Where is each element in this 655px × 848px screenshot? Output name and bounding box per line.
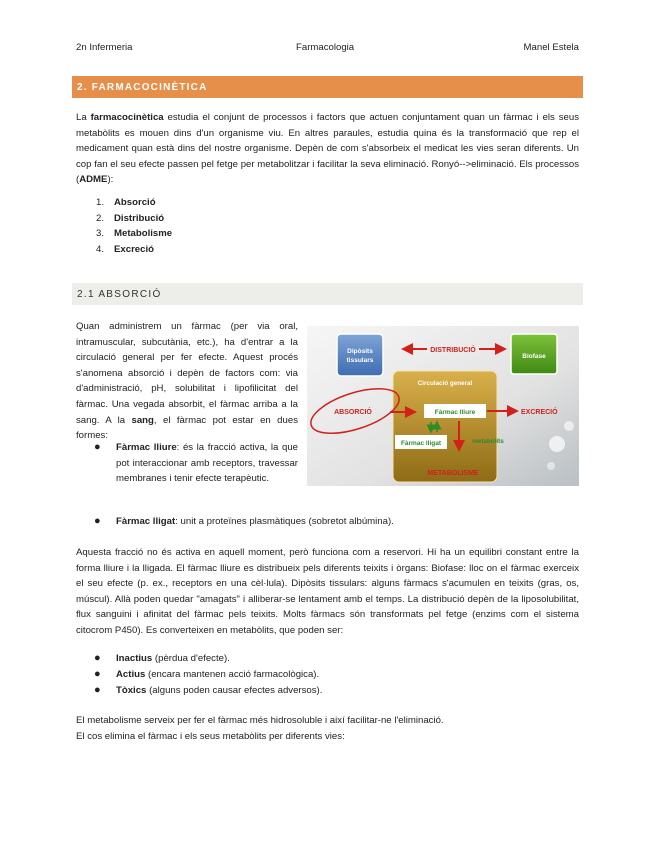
list-item: ● Tòxics (alguns poden causar efectes adversos). xyxy=(76,683,579,699)
adme-list xyxy=(96,195,172,257)
bullet-icon: ● xyxy=(94,684,101,696)
depots-label-2: tissulars xyxy=(346,357,374,364)
page-header xyxy=(76,40,579,54)
excretion-label: EXCRECIÓ xyxy=(521,409,558,416)
list-item: ● Inactius (pèrdua d'efecte). xyxy=(76,651,579,667)
circulation-label: Circulació general xyxy=(417,380,473,387)
distribution-label: DISTRIBUCIÓ xyxy=(430,347,476,354)
free-drug-label: Fàrmac lliure xyxy=(434,409,476,416)
list-item: 3. Metabolisme xyxy=(96,228,173,239)
absorption-paragraph: Quan administrem un fàrmac (per via oral, intramuscular, subcutània, etc.), ha d'entrar a la circulació general per fer efecte. Aquest procés s'anomena absorció i depèn de factors com: via d'administració, pH, solubilitat i lipofilicitat del fàrmac. Una vegada absorbit, el fàrmac arriba a la sang. A la sang, el fàrmac pot estar en dues formes: xyxy=(76,321,298,442)
list-item: 2. Distribució xyxy=(96,212,165,224)
term-blood: sang xyxy=(131,414,154,426)
metabolites-label: metabòlits xyxy=(472,438,504,445)
list-item: 1. Absorció xyxy=(96,197,156,208)
bullet-icon: ● xyxy=(94,652,101,664)
distribution-paragraph: Aquesta fracció no és activa en aquell moment, però funciona com a reservori. Hi ha un equilibri constant entre la forma lliure i la lligada. El fàrmac lliure es distribueix pels diferents teixits i òrgans: Biofase: lloc on el fàrmac exerceix el seu efecte (p. ex., receptors en una cèl·lula). Dipòsits tissulars: alguns fàrmacs s'acumulen en teixits (gras, os, múscul). Allà poden quedar "amagats" i alliberar-se lentament amb el temps. La distribució depèn de la liposolubilitat, flux sanguini i afinitat del fàrmac pels teixits. Molts fàrmacs són transformats pel fetge (enzims com el sistema citocrom P450). Es converteixen en metabòlits, que poden ser: xyxy=(76,547,579,636)
bullet-icon: ● xyxy=(94,441,101,453)
header-subject: Farmacologia xyxy=(296,42,355,53)
term-pharmacokinetics: farmacocinètica xyxy=(90,112,164,123)
section-title: 2. FARMACOCINÈTICA xyxy=(77,82,208,93)
metabolite-types-list xyxy=(76,651,579,699)
depots-box xyxy=(337,334,383,376)
metabolism-sentence: El metabolisme serveix per fer el fàrmac més hidrosoluble i així facilitar-ne l'eliminació. xyxy=(76,715,444,726)
adme-diagram xyxy=(307,326,579,486)
drug-forms-list-cont xyxy=(76,514,579,530)
metabolism-label: METABOLISME xyxy=(427,470,479,477)
section-heading-pharmacokinetics xyxy=(72,76,583,98)
depots-label: Dipòsits xyxy=(347,348,373,355)
list-item: ● Fàrmac lligat: unit a proteïnes plasmàtiques (sobretot albúmina). xyxy=(76,514,579,530)
list-item: ● Actius (encara mantenen acció farmacològica). xyxy=(76,667,579,683)
list-item: 4. Excreció xyxy=(96,243,155,255)
absorption-label: ABSORCIÓ xyxy=(334,409,372,416)
header-course: 2n Infermeria xyxy=(76,42,133,53)
bullet-icon: ● xyxy=(94,668,101,680)
list-item: ● Fàrmac lliure: és la fracció activa, la que pot interaccionar amb receptors, travessar membranes i tenir efecte terapèutic. xyxy=(94,441,298,485)
section-heading-absorption xyxy=(72,283,583,305)
intro-paragraph: La farmacocinètica estudia el conjunt de processos i factors que actuen conjuntament quan un fàrmac i els seus metabòlits es mouen dins d'un organisme viu. En altres paraules, estudia quina és la transformació que rep el medicament quan està dins del nostre organisme. Depèn de com s'absorbeix el medicat les vies seran diferents. Un cop fan el seu efecte passen pel fetge per metabolitzar i facilitar la seva eliminació. Ronyó-->eliminació. Els processos (ADME): xyxy=(76,112,579,186)
biophase-label: Biofase xyxy=(522,353,546,360)
circulation-box xyxy=(393,371,497,482)
section-title: 2.1 ABSORCIÓ xyxy=(77,289,162,300)
bullet-icon: ● xyxy=(94,515,101,527)
metabolism-paragraph xyxy=(76,713,579,744)
header-author: Manel Estela xyxy=(523,42,579,53)
elimination-sentence: El cos elimina el fàrmac i els seus metabòlits per diferents vies: xyxy=(76,730,345,742)
term-adme: ADME xyxy=(79,174,108,186)
drug-forms-list xyxy=(76,440,298,487)
bound-drug-label: Fàrmac lligat xyxy=(400,440,442,447)
